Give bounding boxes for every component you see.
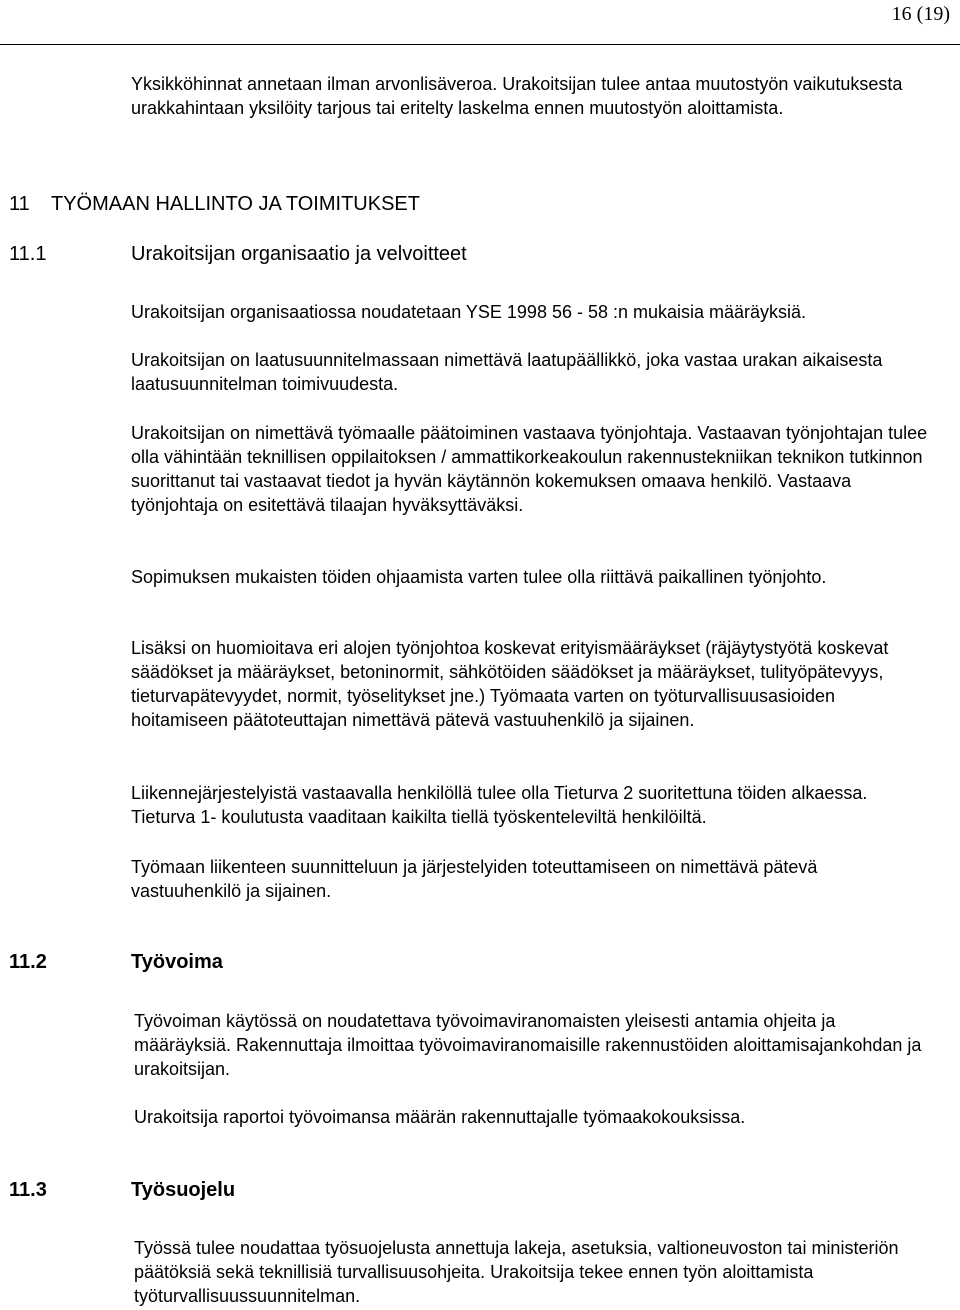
page-number: 16 (19) [891, 3, 950, 25]
section-11-heading [9, 192, 420, 216]
paragraph: Urakoitsija raportoi työvoimansa määrän rakennuttajalle työmaakokouksissa. [134, 1107, 746, 1127]
paragraph: Liikennejärjestelyistä vastaavalla henkilöllä tulee olla Tieturva 2 suoritettuna töiden alkaessa. Tieturva 1- koulutusta vaaditaan kaikilta tiellä työskenteleviltä henkilöiltä. [131, 783, 868, 827]
header-divider [0, 44, 960, 45]
intro-paragraph: Yksikköhinnat annetaan ilman arvonlisäveroa. Urakoitsijan tulee antaa muutostyön vaikutuksesta urakkahintaan yksilöity tarjous tai eritelty laskelma ennen muutostyön aloittamista. [131, 74, 903, 118]
section-title: Työvoima [131, 951, 223, 973]
section-11-3-heading [9, 1178, 236, 1202]
section-number: 11.3 [9, 1179, 47, 1201]
paragraph: Sopimuksen mukaisten töiden ohjaamista varten tulee olla riittävä paikallinen työnjohto. [131, 567, 827, 587]
paragraph: Työssä tulee noudattaa työsuojelusta annettuja lakeja, asetuksia, valtioneuvoston tai ministeriön päätöksiä sekä teknillisiä turvallisuusohjeita. Urakoitsija tekee ennen työn aloittamista työturvallisuussuunnitelman. [134, 1238, 899, 1306]
paragraph: Urakoitsijan on nimettävä työmaalle päätoiminen vastaava työnjohtaja. Vastaavan työnjohtajan tulee olla vähintään teknillisen oppilaitoksen / ammattikorkeakoulun rakennustekniikan teknikon tutkinnon suorittanut tai vastaavat tiedot ja hyvän käytännön kokemuksen omaava henkilö. Vastaava työnjohtaja on esitettävä tilaajan hyväksyttäväksi. [131, 423, 928, 515]
section-number: 11.2 [9, 951, 47, 973]
paragraph: Urakoitsijan organisaatiossa noudatetaan YSE 1998 56 - 58 :n mukaisia määräyksiä. [131, 302, 807, 322]
section-title: TYÖMAAN HALLINTO JA TOIMITUKSET [51, 193, 420, 215]
paragraph: Lisäksi on huomioitava eri alojen työnjohtoa koskevat erityismääräykset (räjäytystyötä koskevat säädökset ja määräykset, betoninormit, sähkötöiden säädökset ja määräykset, tulityöpätevyys, tieturvapätevyydet, normit, työselitykset jne.) Työmaata varten on työturvallisuusasioiden hoitamiseen päätoteuttajan nimettävä pätevä vastuuhenkilö ja sijainen. [131, 638, 889, 730]
paragraph: Urakoitsijan on laatusuunnitelmassaan nimettävä laatupäällikkö, joka vastaa urakan aikaisesta laatusuunnitelman toimivuudesta. [131, 350, 883, 394]
section-11-2-heading [9, 950, 223, 974]
paragraph: Työvoiman käytössä on noudatettava työvoimaviranomaisten yleisesti antamia ohjeita ja määräyksiä. Rakennuttaja ilmoittaa työvoimaviranomaisille rakennustöiden aloittamisajankohdan ja urakoitsijan. [134, 1011, 922, 1079]
section-number: 11 [9, 193, 30, 215]
section-11-1-heading [9, 242, 467, 266]
paragraph: Työmaan liikenteen suunnitteluun ja järjestelyiden toteuttamiseen on nimettävä pätevä vastuuhenkilö ja sijainen. [131, 857, 818, 901]
section-number: 11.1 [9, 243, 47, 265]
section-title: Urakoitsijan organisaatio ja velvoitteet [131, 243, 467, 265]
section-title: Työsuojelu [131, 1179, 236, 1201]
